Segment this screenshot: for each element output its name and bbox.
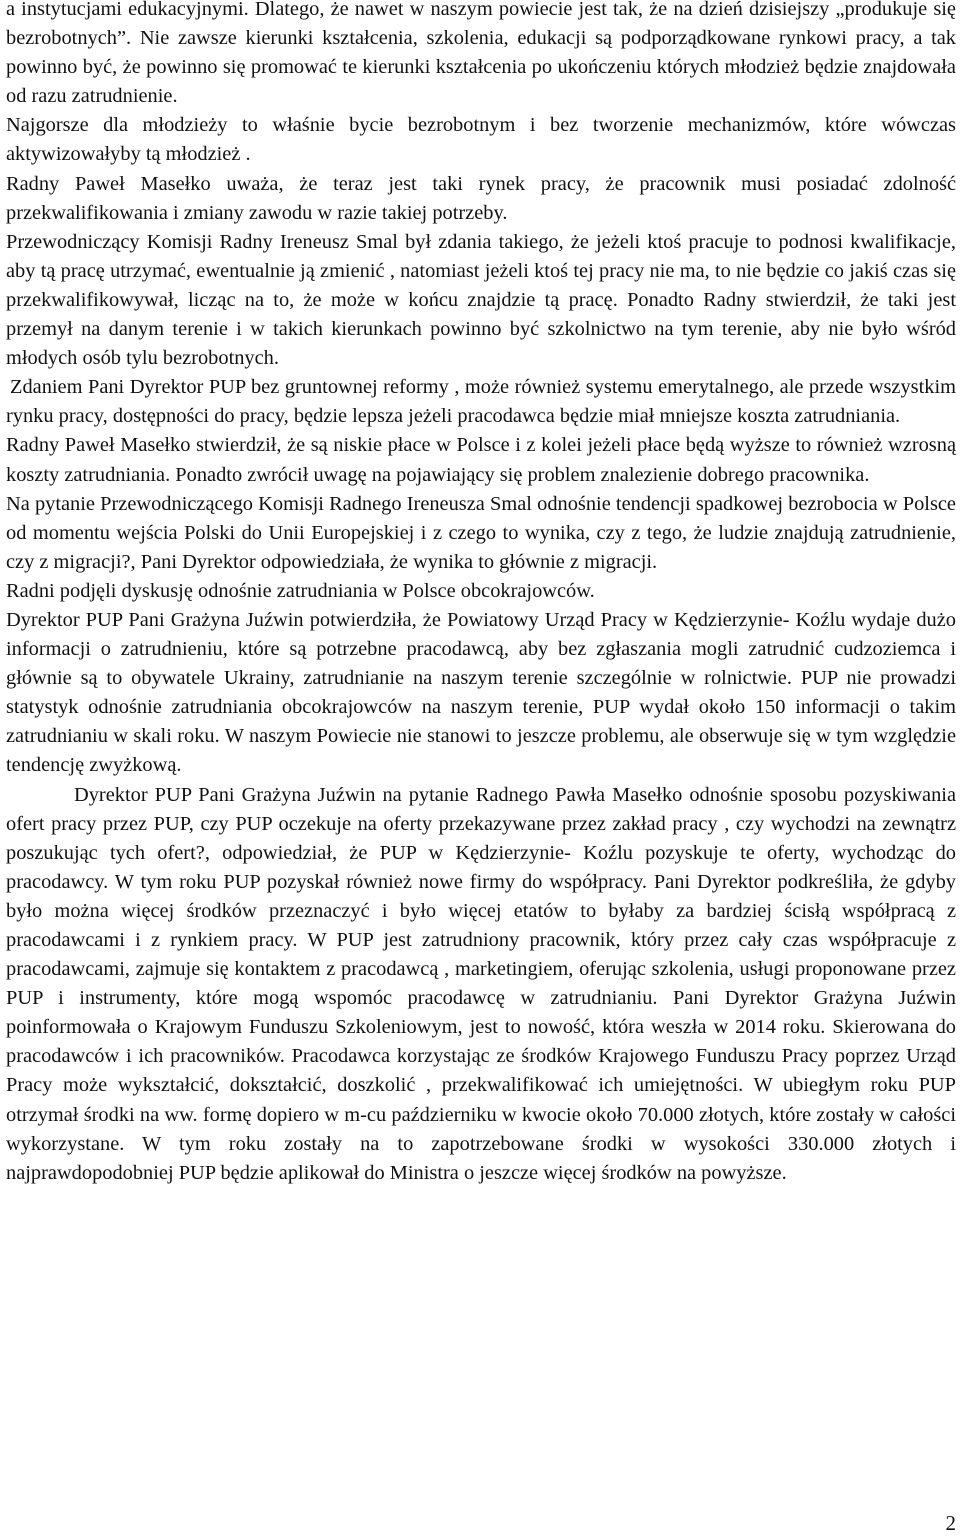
- page-number: 2: [945, 1511, 956, 1535]
- paragraph-education-labor-market: a instytucjami edukacyjnymi. Dlatego, że nawet w naszym powiecie jest tak, że na dzień dzisiejszy „produkuje się bezrobotnych”. Nie zawsze kierunki kształcenia, szkolenia, edukacji są podporządkowane rynkowi pracy, a tak powinno być, że powinno się promować te kierunki kształcenia po ukończeniu których młodzież będzie znajdowała od razu zatrudnienie.: [6, 0, 956, 108]
- paragraph-youth-unemployment: Najgorsze dla młodzieży to właśnie bycie bezrobotnym i bez tworzenie mechanizmów, które wówczas aktywizowałyby tą młodzież .: [6, 114, 956, 166]
- paragraph-director-job-offers: Dyrektor PUP Pani Grażyna Juźwin na pytanie Radnego Pawła Masełko odnośnie sposobu pozyskiwania ofert pracy przez PUP, czy PUP oczekuje na oferty przekazywane przez zakład pracy , czy wychodzi na zewnątrz poszukując tych ofert?, odpowiedział, że PUP w Kędzierzynie- Koźlu pozyskuje te oferty, wychodząc do pracodawcy. W tym roku PUP pozyskał również nowe firmy do współpracy. Pani Dyrektor podkreśliła, że gdyby było można więcej środków przeznaczyć i było więcej etatów to byłaby za bardziej ścisłą współpracą z pracodawcami i z rynkiem pracy. W PUP jest zatrudniony pracownik, który przez cały czas współpracuje z pracodawcami, zajmuje się kontaktem z pracodawcą , marketingiem, oferując szkolenia, usługi proponowane przez PUP i instrumenty, które mogą wspomóc pracodawcę w zatrudnianiu. Pani Dyrektor Grażyna Juźwin poinformowała o Krajowym Funduszu Szkoleniowym, jest to nowość, która weszła w 2014 roku. Skierowana do pracodawców i ich pracowników. Pracodawca korzystając ze środków Krajowego Funduszu Pracy poprzez Urząd Pracy może wykształcić, dokształcić, doszkolić , przekwalifikować ich umiejętności. W ubiegłym roku PUP otrzymał środki na ww. formę dopiero w m-cu październiku w kwocie około 70.000 złotych, które zostały w całości wykorzystane. W tym roku zostały na to zapotrzebowane środki w wysokości 330.000 złotych i najprawdopodobniej PUP będzie aplikował do Ministra o jeszcze więcej środków na powyższe.: [6, 783, 956, 1184]
- paragraph-foreigners-discussion: Radni podjęli dyskusję odnośnie zatrudniania w Polsce obcokrajowców.: [6, 579, 595, 602]
- paragraph-maselko-wages: Radny Paweł Masełko stwierdził, że są niskie płace w Polsce i z kolei jeżeli płace będą wyższe to również wzrosną koszty zatrudniania. Ponadto zwrócił uwagę na pojawiający się problem znalezienie dobrego pracownika.: [6, 434, 956, 486]
- paragraph-chairman-smal-opinion: Przewodniczący Komisji Radny Ireneusz Smal był zdania takiego, że jeżeli ktoś pracuje to podnosi kwalifikacje, aby tą pracę utrzymać, ewentualnie ją zmienić , natomiast jeżeli ktoś tej pracy nie ma, to nie będzie co jakiś czas się przekwalifikowywał, licząc na to, że może w końcu znajdzie tą pracę. Ponadto Radny stwierdził, że taki jest przemył na danym terenie i w takich kierunkach powinno być szkolnictwo na tym terenie, aby nie było wśród młodych osób tylu bezrobotnych.: [6, 230, 956, 370]
- paragraph-director-foreign-workers: Dyrektor PUP Pani Grażyna Juźwin potwierdziła, że Powiatowy Urząd Pracy w Kędzierzynie- Koźlu wydaje dużo informacji o zatrudnieniu, które są potrzebne pracodawcą, aby bez zgłaszania mogli zatrudnić cudzoziemca i głównie są to obywatele Ukrainy, zatrudnianie na naszym terenie szczególnie w rolnictwie. PUP nie prowadzi statystyk odnośnie zatrudniania obcokrajowców na naszym terenie, PUP wydał około 150 informacji o takim zatrudnianiu w skali roku. W naszym Powiecie nie stanowi to jeszcze problemu, ale obserwuje się w tym względzie tendencję zwyżkową.: [6, 608, 956, 777]
- paragraph-maselko-requalification: Radny Paweł Masełko uważa, że teraz jest taki rynek pracy, że pracownik musi posiadać zdolność przekwalifikowania i zmiany zawodu w razie takiej potrzeby.: [6, 172, 956, 224]
- paragraph-director-reform: Zdaniem Pani Dyrektor PUP bez gruntownej reformy , może również systemu emerytalnego, ale przede wszystkim rynku pracy, dostępności do pracy, będzie lepsza jeżeli pracodawca będzie miał mniejsze koszta zatrudniania.: [6, 376, 956, 428]
- paragraph-unemployment-trend-question: Na pytanie Przewodniczącego Komisji Radnego Ireneusza Smal odnośnie tendencji spadkowej bezrobocia w Polsce od momentu wejścia Polski do Unii Europejskiej i z czego to wynika, czy z tego, że ludzie znajdują zatrudnienie, czy z migracji?, Pani Dyrektor odpowiedziała, że wynika to głównie z migracji.: [6, 492, 956, 573]
- document-page: [6, 0, 956, 1188]
